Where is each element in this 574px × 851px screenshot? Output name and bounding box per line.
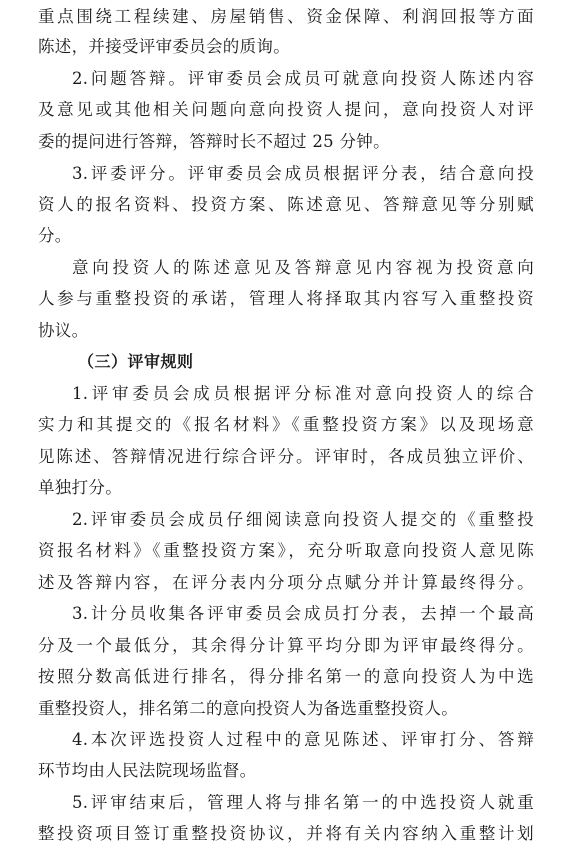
paragraph-line: 整投资项目签订重整投资协议，并将有关内容纳入重整计划 <box>38 824 534 843</box>
paragraph-line: 单独打分。 <box>38 478 122 497</box>
paragraph-line: 分。 <box>38 226 72 245</box>
paragraph-line: 2.问题答辩。评审委员会成员可就意向投资人陈述内容 <box>72 69 534 88</box>
paragraph-line: 资报名材料》《重整投资方案》，充分听取意向投资人意见陈 <box>38 541 534 560</box>
paragraph-line: 意向投资人的陈述意见及答辩意见内容视为投资意向 <box>72 258 534 277</box>
paragraph-line: 陈述，并接受评审委员会的质询。 <box>38 37 290 56</box>
paragraph-line: 协议。 <box>38 321 89 340</box>
paragraph-line: 人参与重整投资的承诺，管理人将择取其内容写入重整投资 <box>38 289 534 308</box>
paragraph-line: 述及答辩内容，在评分表内分项分点赋分并计算最终得分。 <box>38 573 534 592</box>
paragraph-line: 环节均由人民法院现场监督。 <box>38 761 257 780</box>
paragraph-line: 按照分数高低进行排名，得分排名第一的意向投资人为中选 <box>38 667 534 686</box>
section-heading: （三）评审规则 <box>78 352 194 371</box>
paragraph-line: 5.评审结束后，管理人将与排名第一的中选投资人就重 <box>72 793 534 812</box>
paragraph-line: 4.本次评选投资人过程中的意见陈述、评审打分、答辩 <box>72 730 534 749</box>
paragraph-line: 分及一个最低分，其余得分计算平均分即为评审最终得分。 <box>38 636 534 655</box>
paragraph-line: 及意见或其他相关问题向意向投资人提问，意向投资人对评 <box>38 100 534 119</box>
paragraph-line: 见陈述、答辩情况进行综合评分。评审时，各成员独立评价、 <box>38 447 534 466</box>
paragraph-line: 委的提问进行答辩，答辩时长不超过 25 分钟。 <box>38 132 390 151</box>
paragraph-line: 2.评审委员会成员仔细阅读意向投资人提交的《重整投 <box>72 510 534 529</box>
paragraph-line: 重整投资人，排名第二的意向投资人为备选重整投资人。 <box>38 699 458 718</box>
paragraph-line: 资人的报名资料、投资方案、陈述意见、答辩意见等分别赋 <box>38 195 534 214</box>
paragraph-line: 1.评审委员会成员根据评分标准对意向投资人的综合 <box>72 384 534 403</box>
paragraph-line: 3.计分员收集各评审委员会成员打分表，去掉一个最高 <box>72 604 534 623</box>
paragraph-line: 3.评委评分。评审委员会成员根据评分表，结合意向投 <box>72 164 534 183</box>
paragraph-line: 重点围绕工程续建、房屋销售、资金保障、利润回报等方面 <box>38 7 534 26</box>
paragraph-line: 实力和其提交的《报名材料》《重整投资方案》以及现场意 <box>38 415 534 434</box>
